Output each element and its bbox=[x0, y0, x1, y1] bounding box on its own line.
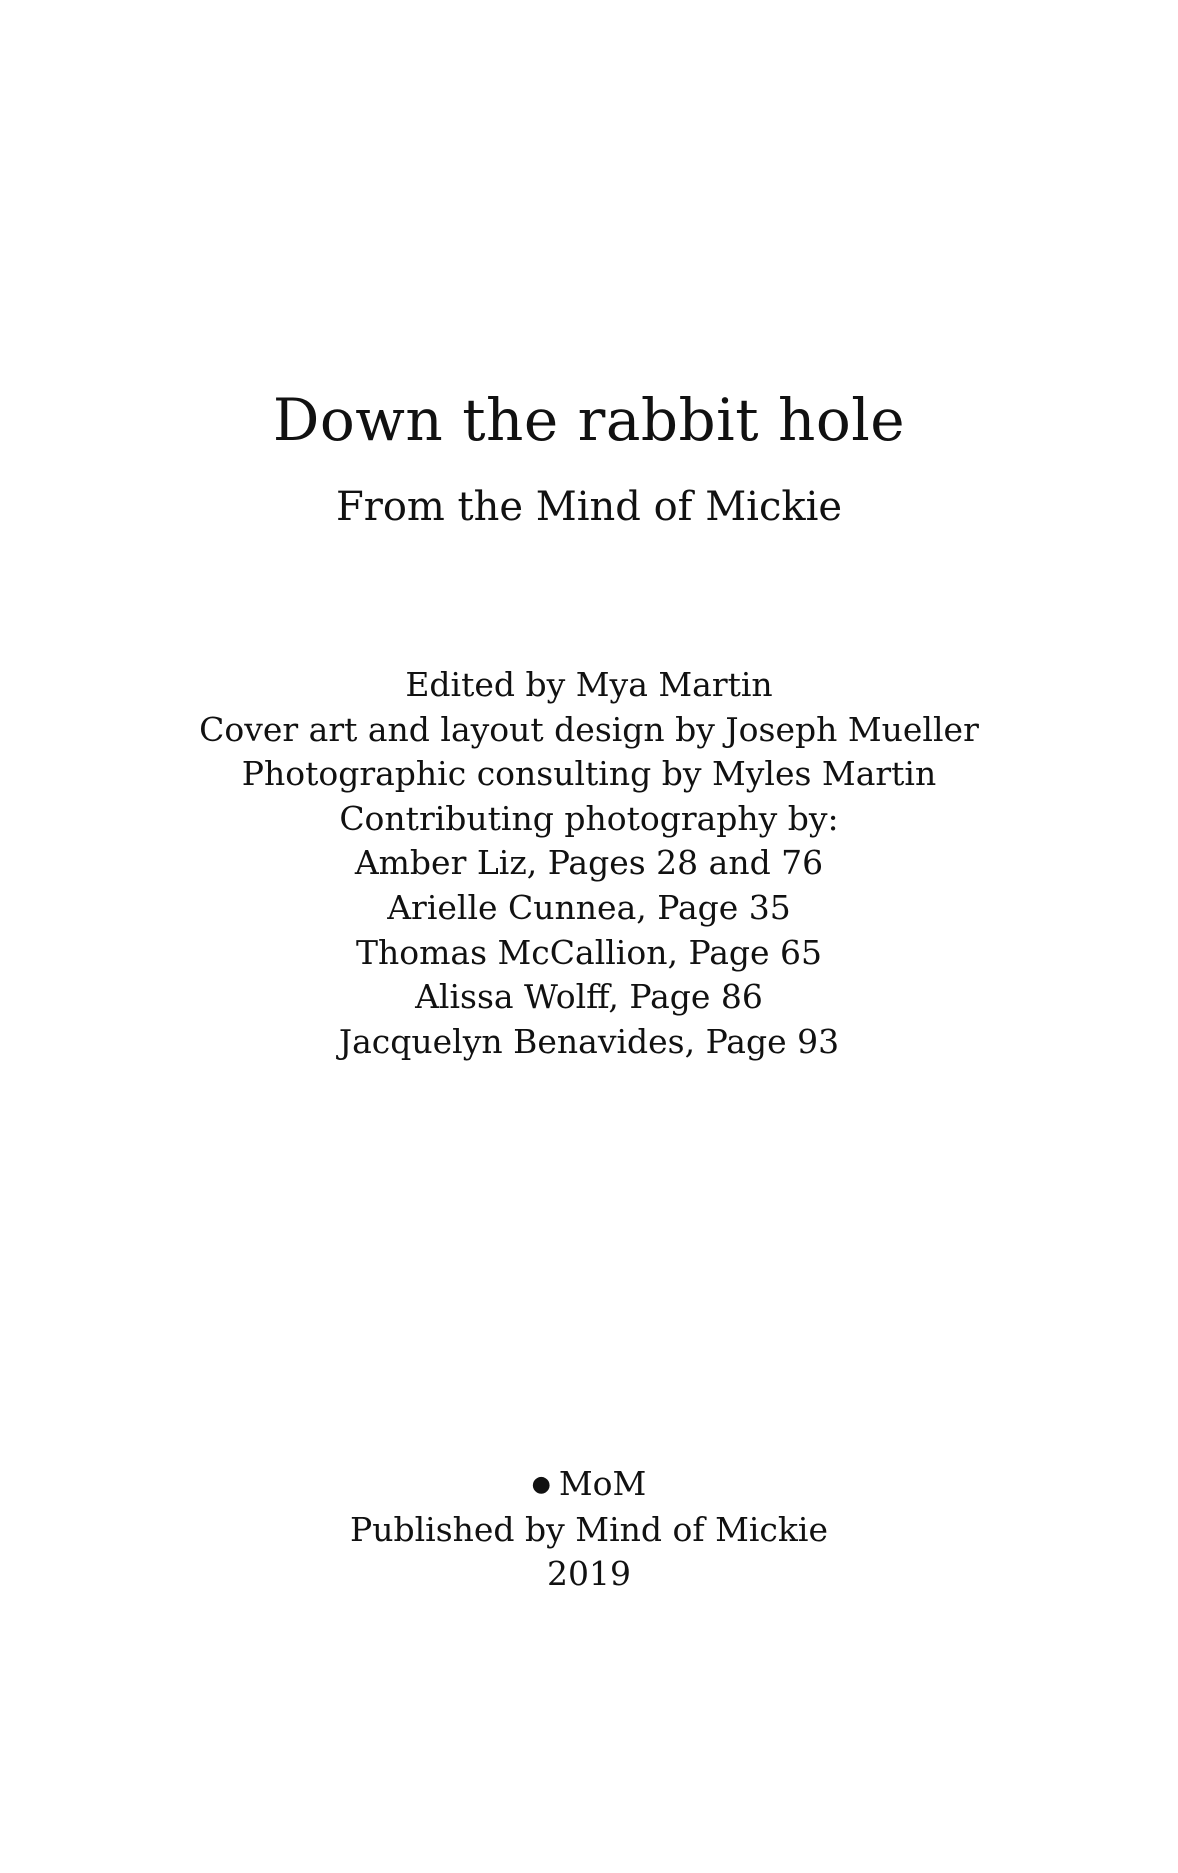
credit-photographer: Jacquelyn Benavides, Page 93 bbox=[338, 1021, 840, 1061]
credit-photographer: Arielle Cunnea, Page 35 bbox=[387, 887, 791, 927]
credits-list bbox=[0, 663, 1178, 1064]
publication-year: 2019 bbox=[547, 1554, 631, 1594]
publisher-logo-text: MoM bbox=[558, 1464, 647, 1503]
credit-photographer: Amber Liz, Pages 28 and 76 bbox=[354, 843, 824, 883]
credit-cover-art: Cover art and layout design by Joseph Mueller bbox=[199, 709, 979, 749]
credit-photo-consulting: Photographic consulting by Myles Martin bbox=[241, 754, 937, 794]
credit-photographer: Thomas McCallion, Page 65 bbox=[355, 932, 822, 972]
imprint-block bbox=[0, 1462, 1178, 1597]
credit-contributing-heading: Contributing photography by: bbox=[339, 798, 839, 838]
credit-photographer: Alissa Wolff, Page 86 bbox=[415, 977, 763, 1017]
publisher-logo bbox=[0, 1462, 1178, 1508]
credit-editor: Edited by Mya Martin bbox=[405, 665, 773, 704]
book-title: Down the rabbit hole bbox=[272, 386, 906, 454]
bullet-icon: ● bbox=[531, 1472, 551, 1497]
book-subtitle: From the Mind of Mickie bbox=[335, 484, 843, 530]
publisher-name: Published by Mind of Mickie bbox=[350, 1509, 828, 1549]
